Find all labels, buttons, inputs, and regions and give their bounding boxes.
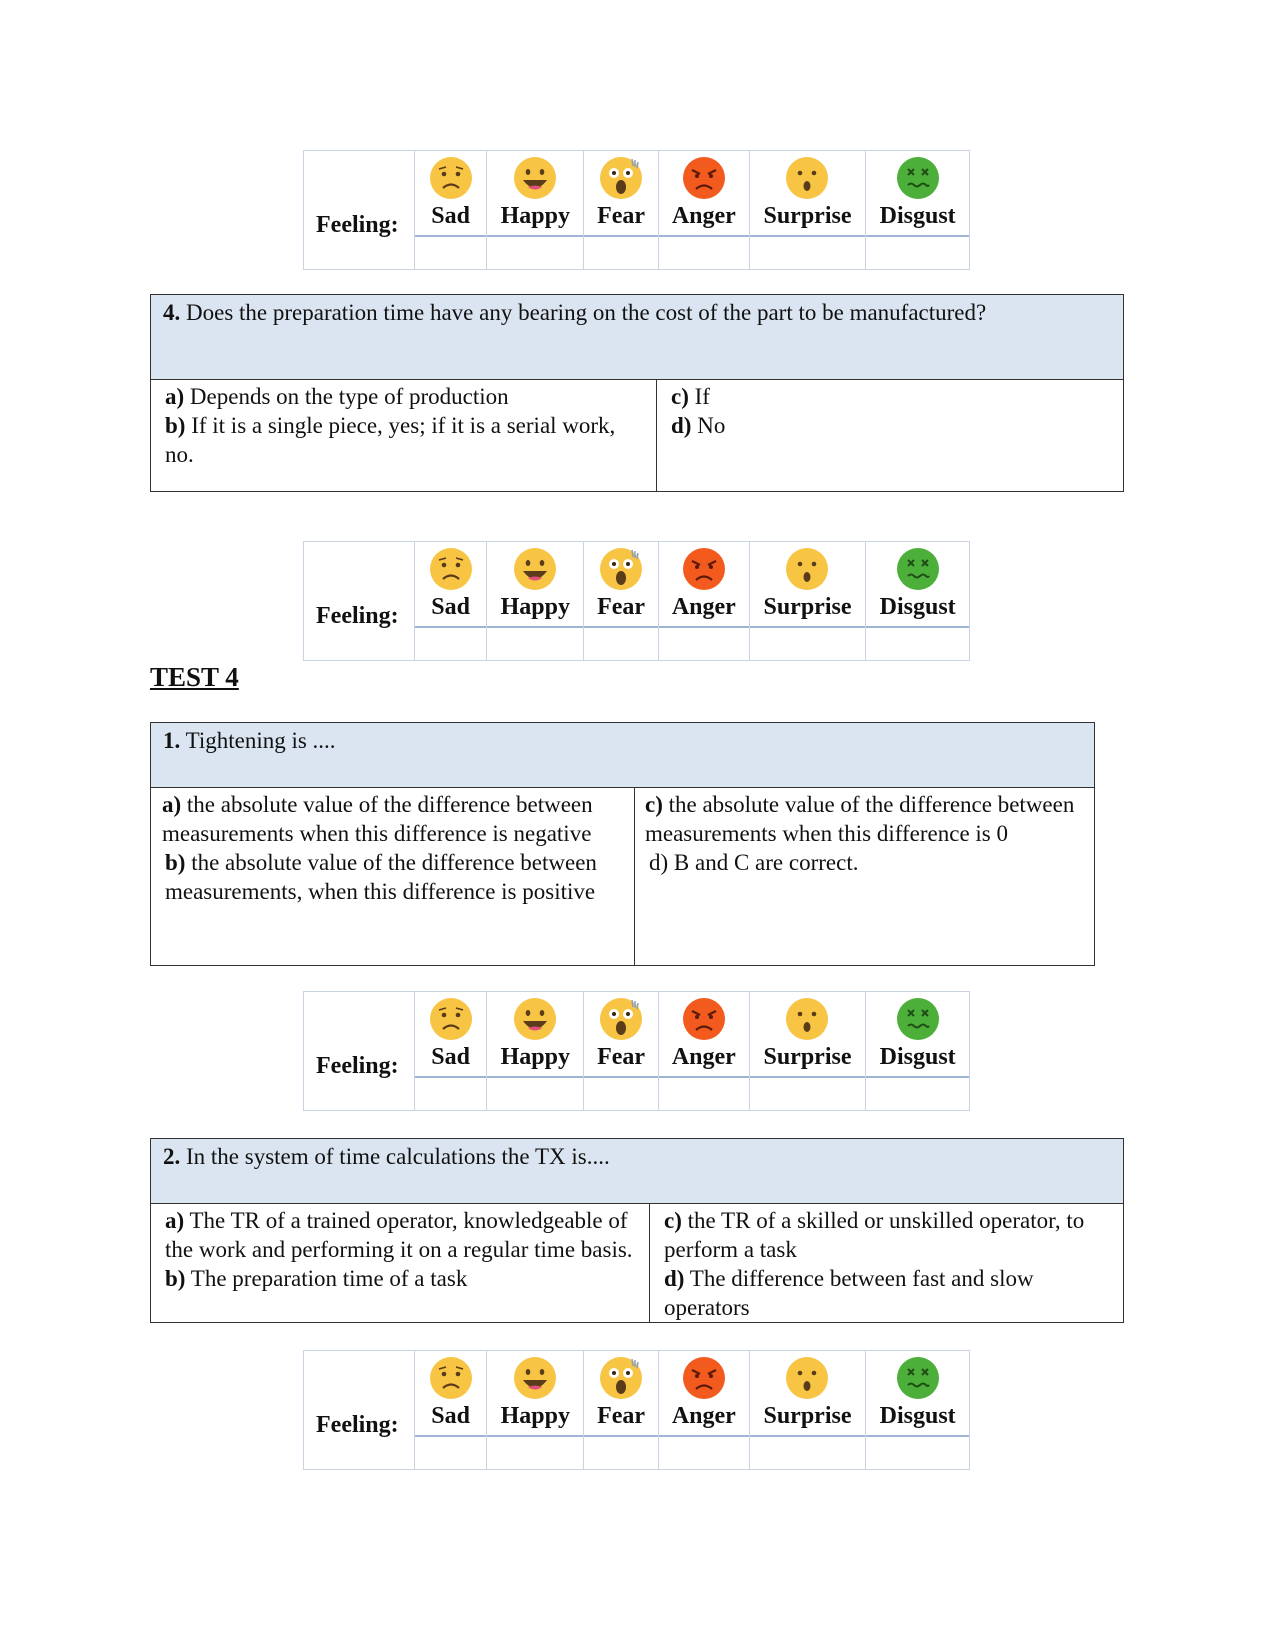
answer-b[interactable] bbox=[162, 848, 624, 906]
feeling-word: Disgust bbox=[879, 1403, 956, 1429]
answer-d[interactable]: d) B and C are correct. bbox=[649, 850, 859, 875]
happy-face-icon bbox=[513, 156, 557, 200]
feeling-answer-cell[interactable] bbox=[415, 1078, 487, 1110]
feeling-option-sad[interactable] bbox=[415, 151, 488, 269]
feeling-word: Happy bbox=[500, 203, 571, 229]
question-4-table bbox=[150, 294, 1124, 492]
answer-c[interactable] bbox=[671, 382, 1113, 411]
question-number: 1. bbox=[163, 728, 181, 753]
feeling-option-happy[interactable] bbox=[487, 1351, 584, 1469]
question-header bbox=[151, 1139, 1123, 1204]
feeling-word: Disgust bbox=[879, 203, 956, 229]
feeling-option-fear[interactable] bbox=[584, 1351, 659, 1469]
feeling-word: Fear bbox=[597, 1403, 646, 1429]
answer-text: If it is a single piece, yes; if it is a serial work, no. bbox=[165, 413, 616, 467]
fear-face-icon bbox=[599, 997, 643, 1041]
question-text: Tightening is .... bbox=[180, 728, 336, 753]
feeling-option-anger[interactable] bbox=[659, 151, 750, 269]
sad-face-icon bbox=[429, 997, 473, 1041]
happy-face-icon bbox=[513, 547, 557, 591]
answer-letter: c) bbox=[671, 384, 689, 409]
answer-text: the absolute value of the difference between measurements when this difference is 0 bbox=[645, 792, 1075, 846]
feeling-word: Fear bbox=[597, 203, 646, 229]
feeling-table bbox=[303, 541, 970, 661]
feeling-answer-cell[interactable] bbox=[487, 628, 583, 660]
surprise-face-icon bbox=[785, 547, 829, 591]
happy-face-icon bbox=[513, 1356, 557, 1400]
sad-face-icon bbox=[429, 547, 473, 591]
feeling-word: Surprise bbox=[763, 203, 852, 229]
answer-text: If bbox=[688, 384, 710, 409]
answer-letter: c) bbox=[664, 1208, 682, 1233]
answer-text: the TR of a skilled or unskilled operator, to perform a task bbox=[664, 1208, 1085, 1262]
feeling-option-happy[interactable] bbox=[487, 151, 584, 269]
answer-column-right bbox=[635, 788, 1094, 965]
feeling-answer-cell[interactable] bbox=[415, 237, 487, 269]
feeling-option-fear[interactable] bbox=[584, 542, 659, 660]
feeling-table bbox=[303, 991, 970, 1111]
feeling-answer-cell[interactable] bbox=[659, 628, 749, 660]
feeling-word: Sad bbox=[431, 594, 470, 620]
disgust-face-icon bbox=[896, 1356, 940, 1400]
surprise-face-icon bbox=[785, 156, 829, 200]
disgust-face-icon bbox=[896, 156, 940, 200]
sad-face-icon bbox=[429, 1356, 473, 1400]
answer-letter: a) bbox=[165, 1208, 185, 1233]
feeling-word: Fear bbox=[597, 1044, 646, 1070]
feeling-answer-cell[interactable] bbox=[584, 237, 658, 269]
feeling-answer-cell[interactable] bbox=[750, 628, 866, 660]
feeling-option-fear[interactable] bbox=[584, 151, 659, 269]
feeling-answer-cell[interactable] bbox=[659, 1437, 749, 1469]
sad-face-icon bbox=[429, 156, 473, 200]
fear-face-icon bbox=[599, 1356, 643, 1400]
feeling-option-disgust[interactable] bbox=[866, 1351, 969, 1469]
answer-letter: c) bbox=[645, 792, 663, 817]
answer-text: The TR of a trained operator, knowledgeable of the work and performing it on a regular time basis. bbox=[165, 1208, 633, 1262]
feeling-answer-cell[interactable] bbox=[584, 1078, 658, 1110]
answer-column-left bbox=[151, 788, 635, 965]
surprise-face-icon bbox=[785, 997, 829, 1041]
question-number: 4. bbox=[163, 300, 181, 325]
answer-column-right bbox=[650, 1204, 1123, 1322]
angry-face-icon bbox=[682, 997, 726, 1041]
feeling-word: Happy bbox=[500, 594, 571, 620]
feeling-answer-cell[interactable] bbox=[487, 237, 583, 269]
happy-face-icon bbox=[513, 997, 557, 1041]
feeling-option-disgust[interactable] bbox=[866, 151, 969, 269]
feeling-word: Sad bbox=[431, 1403, 470, 1429]
answer-b[interactable] bbox=[165, 1264, 639, 1293]
answer-column-left bbox=[151, 1204, 650, 1322]
answer-d[interactable] bbox=[671, 411, 1113, 440]
angry-face-icon bbox=[682, 547, 726, 591]
feeling-word: Sad bbox=[431, 1044, 470, 1070]
feeling-word: Fear bbox=[597, 594, 646, 620]
feeling-word: Sad bbox=[431, 203, 470, 229]
feeling-option-surprise[interactable] bbox=[750, 992, 867, 1110]
answer-b[interactable] bbox=[165, 411, 646, 469]
question-text: Does the preparation time have any bearing on the cost of the part to be manufactured? bbox=[180, 300, 987, 325]
disgust-face-icon bbox=[896, 997, 940, 1041]
feeling-word: Surprise bbox=[763, 1403, 852, 1429]
feeling-answer-cell[interactable] bbox=[866, 1437, 969, 1469]
feeling-option-happy[interactable] bbox=[487, 542, 584, 660]
answer-a[interactable] bbox=[165, 1206, 639, 1264]
answer-letter: d) bbox=[671, 413, 692, 438]
feeling-label: Feeling: bbox=[304, 992, 415, 1110]
feeling-option-anger[interactable] bbox=[659, 992, 750, 1110]
feeling-word: Happy bbox=[500, 1403, 571, 1429]
feeling-option-disgust[interactable] bbox=[866, 542, 969, 660]
feeling-label: Feeling: bbox=[304, 542, 415, 660]
feeling-answer-cell[interactable] bbox=[750, 237, 866, 269]
feeling-answer-cell[interactable] bbox=[750, 1437, 866, 1469]
angry-face-icon bbox=[682, 1356, 726, 1400]
answer-letter: a) bbox=[165, 384, 185, 409]
feeling-word: Disgust bbox=[879, 1044, 956, 1070]
feeling-option-sad[interactable] bbox=[415, 1351, 488, 1469]
question-header bbox=[151, 723, 1094, 788]
feeling-table bbox=[303, 1350, 970, 1470]
feeling-option-surprise[interactable] bbox=[750, 151, 867, 269]
feeling-option-sad[interactable] bbox=[415, 992, 488, 1110]
feeling-option-anger[interactable] bbox=[659, 1351, 750, 1469]
answer-text: The preparation time of a task bbox=[185, 1266, 468, 1291]
section-heading: TEST 4 bbox=[150, 662, 239, 692]
feeling-word: Happy bbox=[500, 1044, 571, 1070]
feeling-label: Feeling: bbox=[304, 151, 415, 269]
question-header bbox=[151, 295, 1123, 380]
feeling-answer-cell[interactable] bbox=[584, 628, 658, 660]
feeling-word: Disgust bbox=[879, 594, 956, 620]
feeling-answer-cell[interactable] bbox=[487, 1437, 583, 1469]
feeling-label: Feeling: bbox=[304, 1351, 415, 1469]
answer-a[interactable] bbox=[165, 382, 646, 411]
answer-letter: b) bbox=[165, 850, 186, 875]
answer-d[interactable] bbox=[664, 1264, 1113, 1322]
answer-letter: b) bbox=[165, 1266, 186, 1291]
feeling-option-happy[interactable] bbox=[487, 992, 584, 1110]
fear-face-icon bbox=[599, 156, 643, 200]
feeling-answer-cell[interactable] bbox=[487, 1078, 583, 1110]
feeling-table bbox=[303, 150, 970, 270]
feeling-option-sad[interactable] bbox=[415, 542, 488, 660]
answer-column-right bbox=[657, 380, 1123, 491]
answer-letter: d) bbox=[664, 1266, 685, 1291]
answer-a[interactable] bbox=[162, 790, 624, 848]
feeling-answer-cell[interactable] bbox=[659, 237, 749, 269]
feeling-answer-cell[interactable] bbox=[659, 1078, 749, 1110]
feeling-answer-cell[interactable] bbox=[584, 1437, 658, 1469]
feeling-word: Anger bbox=[671, 594, 736, 620]
feeling-word: Surprise bbox=[763, 594, 852, 620]
disgust-face-icon bbox=[896, 547, 940, 591]
answer-c[interactable] bbox=[645, 790, 1084, 848]
answer-text: Depends on the type of production bbox=[184, 384, 509, 409]
answer-c[interactable] bbox=[664, 1206, 1113, 1264]
feeling-answer-cell[interactable] bbox=[750, 1078, 866, 1110]
feeling-answer-cell[interactable] bbox=[866, 1078, 969, 1110]
feeling-option-surprise[interactable] bbox=[750, 1351, 867, 1469]
feeling-word: Surprise bbox=[763, 1044, 852, 1070]
feeling-option-fear[interactable] bbox=[584, 992, 659, 1110]
feeling-option-surprise[interactable] bbox=[750, 542, 867, 660]
feeling-answer-cell[interactable] bbox=[866, 237, 969, 269]
answer-text: The difference between fast and slow operators bbox=[664, 1266, 1034, 1320]
answer-text: the absolute value of the difference between measurements when this difference is negative bbox=[162, 792, 593, 846]
answer-letter: a) bbox=[162, 792, 182, 817]
feeling-answer-cell[interactable] bbox=[415, 628, 487, 660]
question-text: In the system of time calculations the TX is.... bbox=[180, 1144, 610, 1169]
answer-letter: b) bbox=[165, 413, 186, 438]
angry-face-icon bbox=[682, 156, 726, 200]
fear-face-icon bbox=[599, 547, 643, 591]
test4-question-1-table bbox=[150, 722, 1095, 966]
surprise-face-icon bbox=[785, 1356, 829, 1400]
feeling-option-anger[interactable] bbox=[659, 542, 750, 660]
test4-question-2-table bbox=[150, 1138, 1124, 1323]
feeling-option-disgust[interactable] bbox=[866, 992, 969, 1110]
feeling-word: Anger bbox=[671, 1403, 736, 1429]
feeling-answer-cell[interactable] bbox=[866, 628, 969, 660]
answer-text: No bbox=[691, 413, 726, 438]
question-number: 2. bbox=[163, 1144, 181, 1169]
feeling-answer-cell[interactable] bbox=[415, 1437, 487, 1469]
feeling-word: Anger bbox=[671, 1044, 736, 1070]
answer-column-left bbox=[151, 380, 657, 491]
answer-text: the absolute value of the difference between measurements, when this difference is positive bbox=[165, 850, 597, 904]
feeling-word: Anger bbox=[671, 203, 736, 229]
